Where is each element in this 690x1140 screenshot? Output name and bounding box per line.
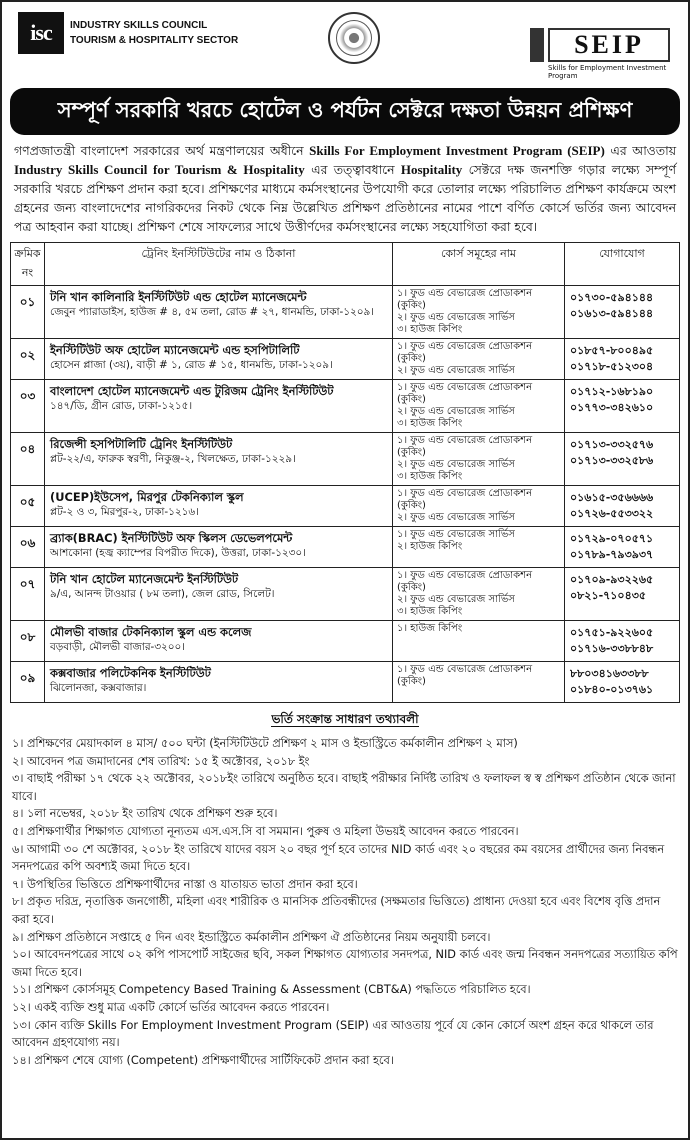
institute-address: হোসেন প্লাজা (৩য়), বাড়ী # ১, রোড # ১৫, ধানমন্ডি, ঢাকা-১২০৯।: [50, 359, 333, 371]
table-row: [11, 662, 680, 703]
intro-program-name: Skills For Employment Investment Program (SEIP): [309, 143, 605, 158]
contact-cell: [565, 380, 680, 433]
course-item: ১। ফুড এন্ড বেভারেজ সার্ভিস: [397, 529, 515, 540]
contact-cell: [565, 286, 680, 339]
info-item: ৯। প্রশিক্ষণ প্রতিষ্ঠানে সপ্তাহে ৫ দিন এবং ইন্ডাস্ট্রিতে কর্মকালীন প্রশিক্ষণ ঐ প্রতিষ্ঠানের নিয়ম অনুযায়ী চলবে।: [12, 930, 491, 944]
institute-address: জেবুন প্যারাডাইস, হাউজ # ৪, ৫ম তলা, রোড # ২৭, ধানমন্ডি, ঢাকা-১২০৯।: [50, 306, 374, 318]
contact-cell: [565, 486, 680, 527]
serial-cell: ০১: [11, 286, 45, 339]
contact-number: ০১৭০৯-৯৩২২৬৫: [570, 573, 654, 586]
course-item: ৩। হাউজ কিপিং: [397, 324, 463, 335]
table-header-row: [11, 243, 680, 286]
institute-name: টনি খান হোটেল ম্যানেজমেন্ট ইনস্টিটিউট: [50, 572, 239, 586]
institute-name: কক্সবাজার পলিটেকনিক ইনস্টিটিউট: [50, 666, 211, 680]
contact-number: ০১৬১৩-৫৯৪১৪৪: [570, 307, 654, 320]
header: [10, 8, 680, 86]
table-row: [11, 380, 680, 433]
institute-address: ঝিলোনজা, কক্সবাজার।: [50, 682, 147, 694]
serial-cell: ০২: [11, 339, 45, 380]
intro-text: গণপ্রজাতন্ত্রী বাংলাদেশ সরকারের অর্থ মন্ত্রণালয়ের অধীনে: [14, 143, 304, 158]
isc-logo: isc: [18, 12, 64, 54]
intro-text: এর তত্ত্বাবধানে: [311, 162, 395, 177]
contact-number: ০১৭২৬-৫৫৩৩২২: [570, 507, 654, 520]
contact-cell: [565, 339, 680, 380]
course-item: ১। ফুড এন্ড বেভারেজ প্রোডাকশন (কুকিং): [397, 341, 533, 364]
contact-number: ০১৮৪০-০১৩৭৬১: [570, 683, 654, 696]
table-row: [11, 527, 680, 568]
course-item: ৩। হাউজ কিপিং: [397, 471, 463, 482]
course-item: ২। ফুড এন্ড বেভারেজ সার্ভিস: [397, 594, 515, 605]
info-item: ১২। একই ব্যক্তি শুধু মাত্র একটি কোর্সে ভর্তির আবেদন করতে পারবেন।: [12, 1000, 330, 1014]
course-item: ১। ফুড এন্ড বেভারেজ প্রোডাকশন (কুকিং): [397, 664, 533, 687]
course-item: ২। হাউজ কিপিং: [397, 541, 463, 552]
institute-cell: [45, 339, 393, 380]
intro-paragraph: [10, 141, 680, 236]
serial-cell: ০৪: [11, 433, 45, 486]
table-row: [11, 568, 680, 621]
institute-cell: [45, 662, 393, 703]
serial-cell: ০৬: [11, 527, 45, 568]
seip-brand: [530, 28, 670, 80]
serial-cell: ০৯: [11, 662, 45, 703]
info-item: ১৩। কোন ব্যক্তি Skills For Employment Investment Program (SEIP) এর আওতায় পূর্বে যে কোন কোর্সে অংশ গ্রহন করে থাকলে তার আবেদন গ্রহণযোগ্য নয়।: [12, 1018, 654, 1050]
serial-cell: ০৫: [11, 486, 45, 527]
institute-address: ১৪৭/ডি, গ্রীন রোড, ঢাকা-১২১৫।: [50, 400, 193, 412]
course-item: ২। ফুড এন্ড বেভারেজ সার্ভিস: [397, 406, 515, 417]
table-row: [11, 621, 680, 662]
institute-name: ইনস্টিটিউট অফ হোটেল ম্যানেজমেন্ট এন্ড হসপিটালিটি: [50, 343, 300, 357]
info-item: ১১। প্রশিক্ষণ কোর্সসমূহ Competency Based Training & Assessment (CBT&A) পদ্ধতিতে পরিচালিত হবে।: [12, 983, 531, 997]
courses-cell: [393, 662, 565, 703]
contact-number: ০১৭১৩-৩৩২৫৮৬: [570, 454, 654, 467]
col-courses: কোর্স সমূহের নাম: [393, 243, 565, 286]
contact-number: ৮৮০৩৪১৬৩৩৮৮: [570, 667, 649, 680]
institute-cell: [45, 527, 393, 568]
headline-banner: সম্পূর্ণ সরকারি খরচে হোটেল ও পর্যটন সেক্টরে দক্ষতা উন্নয়ন প্রশিক্ষণ: [10, 88, 680, 135]
contact-number: ০১৭১৬-৩৩৮৮৪৮: [570, 642, 654, 655]
course-item: ১। ফুড এন্ড বেভারেজ প্রোডাকশন (কুকিং): [397, 435, 533, 458]
courses-cell: [393, 621, 565, 662]
courses-cell: [393, 286, 565, 339]
courses-cell: [393, 527, 565, 568]
info-item: ২। আবেদন পত্র জমাদানের শেষ তারিখ: ১৫ ই অক্টোবর, ২০১৮ ইং: [12, 754, 310, 768]
course-item: ৩। হাউজ কিপিং: [397, 606, 463, 617]
course-item: ২। ফুড এন্ড বেভারেজ সার্ভিস: [397, 365, 515, 376]
isc-line-2: TOURISM & HOSPITALITY SECTOR: [70, 35, 239, 46]
contact-number: ০১৭৮৯-৭৯৩৯৩৭: [570, 548, 654, 561]
contact-cell: [565, 527, 680, 568]
table-row: [11, 286, 680, 339]
institute-address: বড়বাড়ী, মৌলভী বাজার-৩২০০।: [50, 641, 186, 653]
course-item: ১। ফুড এন্ড বেভারেজ প্রোডাকশন (কুকিং): [397, 288, 533, 311]
institute-name: টনি খান কালিনারি ইনস্টিটিউট এন্ড হোটেল ম্যানেজমেন্ট: [50, 290, 307, 304]
table-row: [11, 486, 680, 527]
seip-subtitle: Skills for Employment Investment Program: [548, 64, 667, 80]
courses-cell: [393, 433, 565, 486]
courses-cell: [393, 339, 565, 380]
info-item: ৫। প্রশিক্ষণার্থীর শিক্ষাগত যোগ্যতা নূন্যতম এস.এস.সি বা সমমান। পুরুষ ও মহিলা উভয়ই আবেদন করতে পারবেন।: [12, 824, 519, 838]
info-item: ৪। ১লা নভেম্বর, ২০১৮ ইং তারিখ থেকে প্রশিক্ষণ শুরু হবে।: [12, 807, 278, 821]
contact-cell: [565, 621, 680, 662]
contact-number: ০১৭৭৩-৩৪২৬১০: [570, 401, 654, 414]
institute-cell: [45, 486, 393, 527]
seip-logo: SEIP: [548, 28, 670, 62]
intro-text: এর আওতায়: [610, 143, 676, 158]
intro-council-name: Industry Skills Council for Tourism & Hospitality: [14, 162, 305, 177]
contact-number: ০১৭১৮-৫১২৩০৪: [570, 360, 654, 373]
institute-cell: [45, 286, 393, 339]
institute-cell: [45, 568, 393, 621]
institute-cell: [45, 621, 393, 662]
contact-number: ০১৭৩০-৫৯৪১৪৪: [570, 291, 654, 304]
intro-text: সেক্টরে দক্ষ জনশক্তি গড়ার লক্ষ্যে সম্পূর্ণ সরকারি খরচে প্রশিক্ষণ প্রদান করা হবে। প্রশিক্ষণের মাধ্যমে কর্মসংস্থানের উপযোগী করে তোলার লক্ষ্যে পরিচালিত প্রশিক্ষণ কার্যক্রমে অংশ গ্রহনের জন্য বাংলাদেশের নাগরিকদের নিকট থেকে নিম্ন উল্লেখিত প্রশিক্ষণ প্রতিষ্ঠানের নামের পাশে বর্ণিত কোর্সে ভর্তির জন্য আবেদন পত্র আহবান করা যাচ্ছে। প্রশিক্ষণ শেষে সাফল্যের সাথে উত্তীর্ণদের কর্মসংস্থানের লক্ষ্যে সহযোগিতা করা হবে।: [14, 162, 676, 234]
serial-cell: ০৭: [11, 568, 45, 621]
institute-name: ব্র্যাক(BRAC) ইনস্টিটিউট অফ স্কিলস ডেভেলপমেন্ট: [50, 531, 293, 545]
isc-text: [70, 18, 238, 48]
info-item: ৩। বাছাই পরীক্ষা ১৭ থেকে ২২ অক্টোবর, ২০১৮ইং তারিখে অনুষ্ঠিত হবে। বাছাই পরীক্ষার নির্দিষ্ট তারিখ ও ফলাফল স্ব স্ব প্রশিক্ষণ প্রতিষ্ঠান থেকে জানা যাবে।: [12, 772, 676, 803]
info-item: ১। প্রশিক্ষণের মেয়াদকাল ৪ মাস/ ৫০০ ঘন্টা (ইনস্টিটিউটে প্রশিক্ষণ ২ মাস ও ইন্ডাস্ট্রিতে কর্মকালীন প্রশিক্ষণ ২ মাস): [12, 737, 518, 750]
institute-name: মৌলভী বাজার টেকনিক্যাল স্কুল এন্ড কলেজ: [50, 625, 252, 639]
institute-name: বাংলাদেশ হোটেল ম্যানেজমেন্ট এন্ড টুরিজম ট্রেনিং ইনস্টিটিউট: [50, 384, 334, 398]
col-institute: ট্রেনিং ইনস্টিটিউটের নাম ও ঠিকানা: [45, 243, 393, 286]
institute-address: আশকোনা (হজ্ব ক্যাম্পের বিপরীত দিকে), উত্তরা, ঢাকা-১২৩০।: [50, 547, 306, 559]
courses-cell: [393, 380, 565, 433]
contact-number: ০১৭২৯-০৭০৫৭১: [570, 532, 654, 545]
contact-number: ০১৭১৩-৩৩২৫৭৬: [570, 438, 654, 451]
serial-cell: ০৮: [11, 621, 45, 662]
contact-number: ০১৮৫৭-৮০০৪৯৫: [570, 344, 654, 357]
course-item: ২। ফুড এন্ড বেভারেজ সার্ভিস: [397, 459, 515, 470]
courses-cell: [393, 568, 565, 621]
course-item: ১। হাউজ কিপিং: [397, 623, 463, 634]
contact-cell: [565, 568, 680, 621]
info-list: [10, 735, 680, 1069]
course-item: ১। ফুড এন্ড বেভারেজ প্রোডাকশন (কুকিং): [397, 488, 533, 511]
table-row: [11, 339, 680, 380]
info-item: ৬। আগামী ৩০ শে অক্টোবর, ২০১৮ ইং তারিখে যাদের বয়স ২০ বছর পূর্ণ হবে তাদের NID কার্ড এবং ২০ বছরের কম বয়সের প্রার্থীদের জন্য নিবন্ধন সনদপত্রের কপি অবশ্যই জমা দিতে হবে।: [12, 842, 665, 874]
info-item: ১৪। প্রশিক্ষণ শেষে যোগ্য (Competent) প্রশিক্ষণার্থীদের সার্টিফিকেট প্রদান করা হবে।: [12, 1053, 394, 1067]
institute-cell: [45, 433, 393, 486]
course-item: ২। ফুড এন্ড বেভারেজ সার্ভিস: [397, 312, 515, 323]
contact-number: ০১৬১৫-৩৫৬৬৬৬: [570, 491, 654, 504]
isc-line-1: INDUSTRY SKILLS COUNCIL: [70, 20, 208, 31]
course-item: ১। ফুড এন্ড বেভারেজ প্রোডাকশন (কুকিং): [397, 382, 533, 405]
institute-name: রিজেন্সী হসপিটালিটি ট্রেনিং ইনস্টিটিউট: [50, 437, 233, 451]
contact-number: ০১৭১২-১৬৮১৯০: [570, 385, 654, 398]
intro-sector-name: Hospitality: [400, 162, 463, 177]
institute-address: ৯/এ, আনন্দ টাওয়ার ( ৮ম তলা), জেল রোড, সিলেট।: [50, 588, 275, 600]
government-seal-icon: [328, 12, 380, 64]
contact-number: ০৮২১-৭১০৪৩৫: [570, 589, 647, 602]
info-title: ভর্তি সংক্রান্ত সাধারণ তথ্যাবলী: [271, 712, 419, 726]
course-item: ২। ফুড এন্ড বেভারেজ সার্ভিস: [397, 512, 515, 523]
table-row: [11, 433, 680, 486]
contact-cell: [565, 662, 680, 703]
institute-name: (UCEP)ইউসেপ, মিরপুর টেকনিক্যাল স্কুল: [50, 490, 244, 504]
info-item: ৮। প্রকৃত দরিদ্র, নৃতাত্তিক জনগোষ্ঠী, মহিলা এবং শারীরিক ও মানসিক প্রতিবন্ধীদের (সক্ষমতার ভিত্তিতে) প্রাধান্য দেওয়া হবে এবং বিশেষ বৃত্তি প্রদান করা হবে।: [12, 895, 661, 926]
course-item: ১। ফুড এন্ড বেভারেজ প্রোডাকশন (কুকিং): [397, 570, 533, 593]
col-serial: ক্রমিক নং: [11, 243, 45, 286]
info-item: ১০। আবেদনপত্রের সাথে ০২ কপি পাসপোর্ট সাইজের ছবি, সকল শিক্ষাগত যোগ্যতার সনদপত্র, NID কার্ড এবং জন্ম নিবন্ধন সনদপত্রের সত্যায়িত কপি জমা দিতে হবে।: [12, 948, 678, 979]
info-item: ৭। উপস্থিতির ভিত্তিতে প্রশিক্ষণার্থীদের নাস্তা ও যাতায়ত ভাতা প্রদান করা হবে।: [12, 877, 358, 891]
isc-brand: [18, 12, 238, 54]
institute-address: প্লট-২২/এ, ফারুক স্বরণী, নিকুঞ্জ-২, খিলক্ষেত, ঢাকা-১২২৯।: [50, 453, 296, 465]
courses-cell: [393, 486, 565, 527]
institute-cell: [45, 380, 393, 433]
institute-address: প্লট-২ ও ৩, মিরপুর-২, ঢাকা-১২১৬।: [50, 506, 199, 518]
institute-table: [10, 242, 680, 703]
contact-cell: [565, 433, 680, 486]
col-contact: যোগাযোগ: [565, 243, 680, 286]
course-item: ৩। হাউজ কিপিং: [397, 418, 463, 429]
serial-cell: ০৩: [11, 380, 45, 433]
contact-number: ০১৭৫১-৯২২৬০৫: [570, 626, 654, 639]
